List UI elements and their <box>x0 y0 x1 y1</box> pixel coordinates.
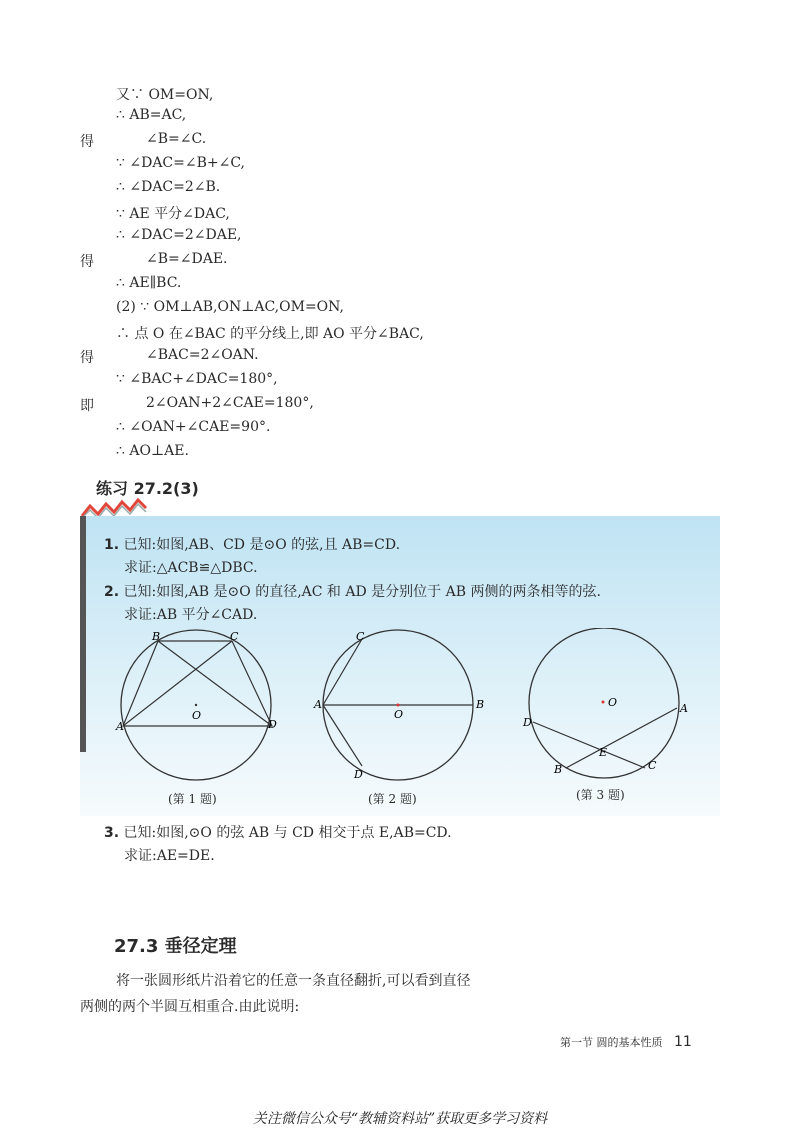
f3-label-D: D <box>523 716 532 729</box>
f3-label-B: B <box>554 763 563 776</box>
proof-line: ∠BAC=2∠OAN. <box>146 347 259 363</box>
problem-3-given <box>104 822 452 842</box>
f2-label-C: C <box>356 630 365 643</box>
caption-2: (第 2 题) <box>368 792 417 806</box>
proof-line: ∴ ∠DAC=2∠DAE, <box>116 227 242 243</box>
figures <box>100 628 700 798</box>
problem-2-given-text: 已知:如图,AB 是⊙O 的直径,AC 和 AD 是分别位于 AB 两侧的两条相等的弦. <box>123 584 601 600</box>
section-paragraph-line-2: 两侧的两个半圆互相重合.由此说明: <box>80 999 300 1015</box>
proof-line-label: 得 <box>80 350 94 366</box>
problem-1-number: 1. <box>104 537 120 553</box>
f1-label-O: O <box>192 709 202 722</box>
problem-3-number: 3. <box>104 825 120 841</box>
footer-text: 第一节 圆的基本性质 <box>560 1036 663 1049</box>
problem-2-prove: 求证:AB 平分∠CAD. <box>124 607 258 623</box>
f2-label-D: D <box>354 768 363 781</box>
proof-line-label: 即 <box>80 398 94 414</box>
page-footer <box>560 1034 692 1050</box>
f3-label-A: A <box>680 702 688 715</box>
bottom-watermark: 关注微信公众号“教辅资料站”获取更多学习资料 <box>252 1111 548 1127</box>
proof-line: ∴ AO⊥AE. <box>116 443 189 459</box>
figure-3 <box>522 628 688 778</box>
proof-line: ∴ ∠OAN+∠CAE=90°. <box>116 419 271 435</box>
page-number: 11 <box>674 1034 692 1050</box>
problem-2-given <box>104 581 601 601</box>
proof-line-label: 得 <box>80 134 94 150</box>
proof-line: ∵ AE 平分∠DAC, <box>116 206 230 222</box>
problem-3-prove: 求证:AE=DE. <box>124 848 215 864</box>
proof-line: ∴ ∠DAC=2∠B. <box>116 179 221 195</box>
f1-label-D: D <box>268 718 277 731</box>
panel-side-bar <box>80 516 86 752</box>
f1-label-C: C <box>230 630 239 643</box>
problem-1-given <box>104 534 400 554</box>
proof-line: ∠B=∠DAE. <box>146 251 228 267</box>
f2-label-A: A <box>314 698 322 711</box>
proof-line: ∠B=∠C. <box>146 131 207 147</box>
f1-label-A: A <box>116 720 124 733</box>
proof-line: ∵ ∠BAC+∠DAC=180°, <box>116 371 278 387</box>
section-paragraph-line-1: 将一张圆形纸片沿着它的任意一条直径翻折,可以看到直径 <box>116 973 471 989</box>
proof-line: ∴ 点 O 在∠BAC 的平分线上,即 AO 平分∠BAC, <box>116 326 424 342</box>
proof-line: (2) ∵ OM⊥AB,ON⊥AC,OM=ON, <box>116 299 344 315</box>
figure-2 <box>313 630 484 781</box>
problem-2-number: 2. <box>104 584 120 600</box>
caption-3: (第 3 题) <box>576 788 625 802</box>
section-title: 27.3 垂径定理 <box>114 936 237 957</box>
proof-line: 2∠OAN+2∠CAE=180°, <box>146 395 314 411</box>
f2-label-B: B <box>476 698 485 711</box>
exercise-heading: 练习 27.2(3) <box>96 479 199 498</box>
proof-line: 又∵ OM=ON, <box>116 87 214 103</box>
proof-line-label: 得 <box>80 254 94 270</box>
f3-label-C: C <box>648 759 657 772</box>
proof-line: ∴ AB=AC, <box>116 107 187 123</box>
proof-line: ∴ AE∥BC. <box>116 275 182 291</box>
f2-label-O: O <box>394 708 404 721</box>
problem-3-given-text: 已知:如图,⊙O 的弦 AB 与 CD 相交于点 E,AB=CD. <box>123 825 452 841</box>
f1-label-B: B <box>152 630 161 643</box>
problem-1-given-text: 已知:如图,AB、CD 是⊙O 的弦,且 AB=CD. <box>123 537 401 553</box>
proof-line: ∵ ∠DAC=∠B+∠C, <box>116 155 246 171</box>
caption-1: (第 1 题) <box>168 792 217 806</box>
problem-1-prove: 求证:△ACB≌△DBC. <box>124 560 258 576</box>
f3-label-O: O <box>608 696 618 709</box>
f3-label-E: E <box>599 746 608 759</box>
figure-1 <box>115 630 277 780</box>
